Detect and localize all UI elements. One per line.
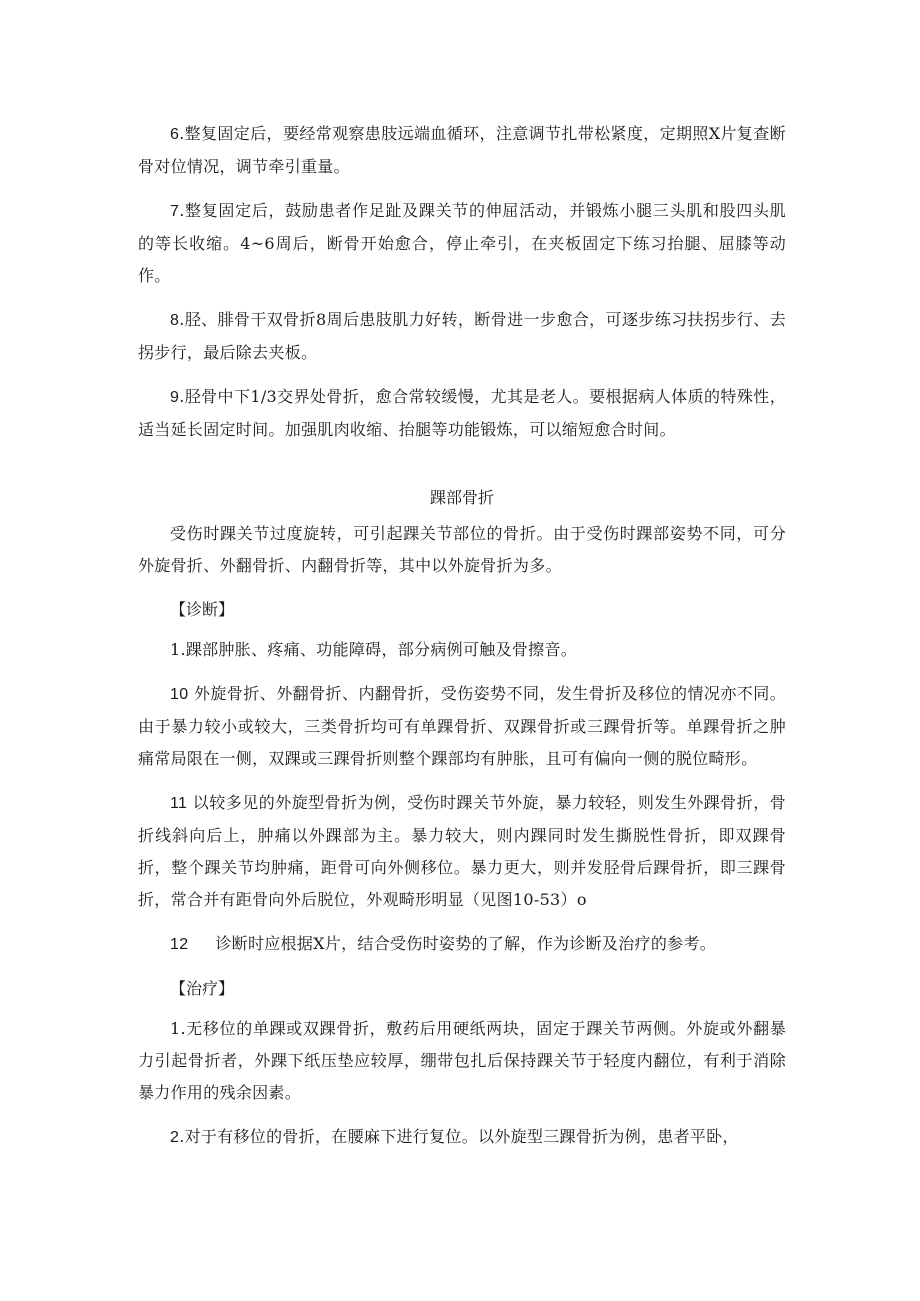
paragraph-7: [138, 195, 786, 292]
item-number: 11: [170, 795, 188, 812]
diagnosis-item-1: 1.踝部肿胀、疼痛、功能障碍，部分病例可触及骨擦音。: [170, 640, 578, 659]
paragraph-9: [138, 381, 786, 446]
paragraph-text: .整复固定后，鼓励患者作足趾及踝关节的伸屈活动，并锻炼小腿三头肌和股四头肌的等长收缩。4~6周后，断骨开始愈合，停止牵引，在夹板固定下练习抬腿、屈膝等动作。: [138, 201, 786, 285]
treatment-heading: 【治疗】: [170, 979, 235, 998]
paragraph-text: .对于有移位的骨折，在腰麻下进行复位。以外旋型三踝骨折为例，患者平卧，: [179, 1127, 739, 1146]
section-title: 踝部骨折: [429, 488, 494, 507]
paragraph-text: .胫、腓骨干双骨折8周后患肢肌力好转，断骨进一步愈合，可逐步练习扶拐步行、去拐步行，最后除去夹板。: [138, 310, 786, 362]
diagnosis-item-11: [138, 787, 786, 916]
item-number: 8: [170, 312, 180, 329]
paragraph-text: .胫骨中下1/3交界处骨折，愈合常较缓慢，尤其是老人。要根据病人体质的特殊性，适当延长固定时间。加强肌肉收缩、抬腿等功能锻炼，可以缩短愈合时间。: [138, 387, 786, 439]
diagnosis-item-12: [138, 928, 786, 961]
item-number: 6: [170, 126, 180, 143]
paragraph-text: .整复固定后，要经常观察患肢远端血循环，注意调节扎带松紧度，定期照X片复查断骨对位情况，调节牵引重量。: [138, 124, 786, 176]
intro-paragraph: 受伤时踝关节过度旋转，可引起踝关节部位的骨折。由于受伤时踝部姿势不同，可分外旋骨折、外翻骨折、内翻骨折等，其中以外旋骨折为多。: [138, 524, 786, 575]
diagnosis-heading: 【诊断】: [170, 600, 235, 619]
item-number: 10: [170, 686, 189, 703]
paragraph-text: 诊断时应根据X片，结合受伤时姿势的了解，作为诊断及治疗的参考。: [215, 934, 717, 953]
item-number: 12: [170, 936, 189, 953]
treatment-item-1: 1.无移位的单踝或双踝骨折，敷药后用硬纸两块，固定于踝关节两侧。外旋或外翻暴力引起骨折者，外踝下纸压垫应较厚，绷带包扎后保持踝关节于轻度内翻位，有利于消除暴力作用的残余因素。: [138, 1019, 786, 1102]
item-number: 9: [170, 389, 180, 406]
item-number: 7: [170, 203, 180, 220]
paragraph-8: [138, 304, 786, 369]
diagnosis-item-10: [138, 678, 786, 775]
item-number: 2: [170, 1129, 180, 1146]
paragraph-text: 外旋骨折、外翻骨折、内翻骨折，受伤姿势不同，发生骨折及移位的情况亦不同。由于暴力较小或较大，三类骨折均可有单踝骨折、双踝骨折或三踝骨折等。单踝骨折之肿痛常局限在一侧，双踝或三踝骨折则整个踝部均有肿胀，且可有偏向一侧的脱位畸形。: [138, 684, 786, 768]
paragraph-text: 以较多见的外旋型骨折为例，受伤时踝关节外旋，暴力较轻，则发生外踝骨折，骨折线斜向后上，肿痛以外踝部为主。暴力较大，则内踝同时发生撕脱性骨折，即双踝骨折，整个踝关节均肿痛，距骨可向外侧移位。暴力更大，则并发胫骨后踝骨折，即三踝骨折，常合并有距骨向外后脱位，外观畸形明显（见图10-53）o: [138, 793, 786, 909]
document-page: [138, 118, 786, 1166]
paragraph-6: [138, 118, 786, 183]
treatment-item-2: [138, 1121, 786, 1154]
